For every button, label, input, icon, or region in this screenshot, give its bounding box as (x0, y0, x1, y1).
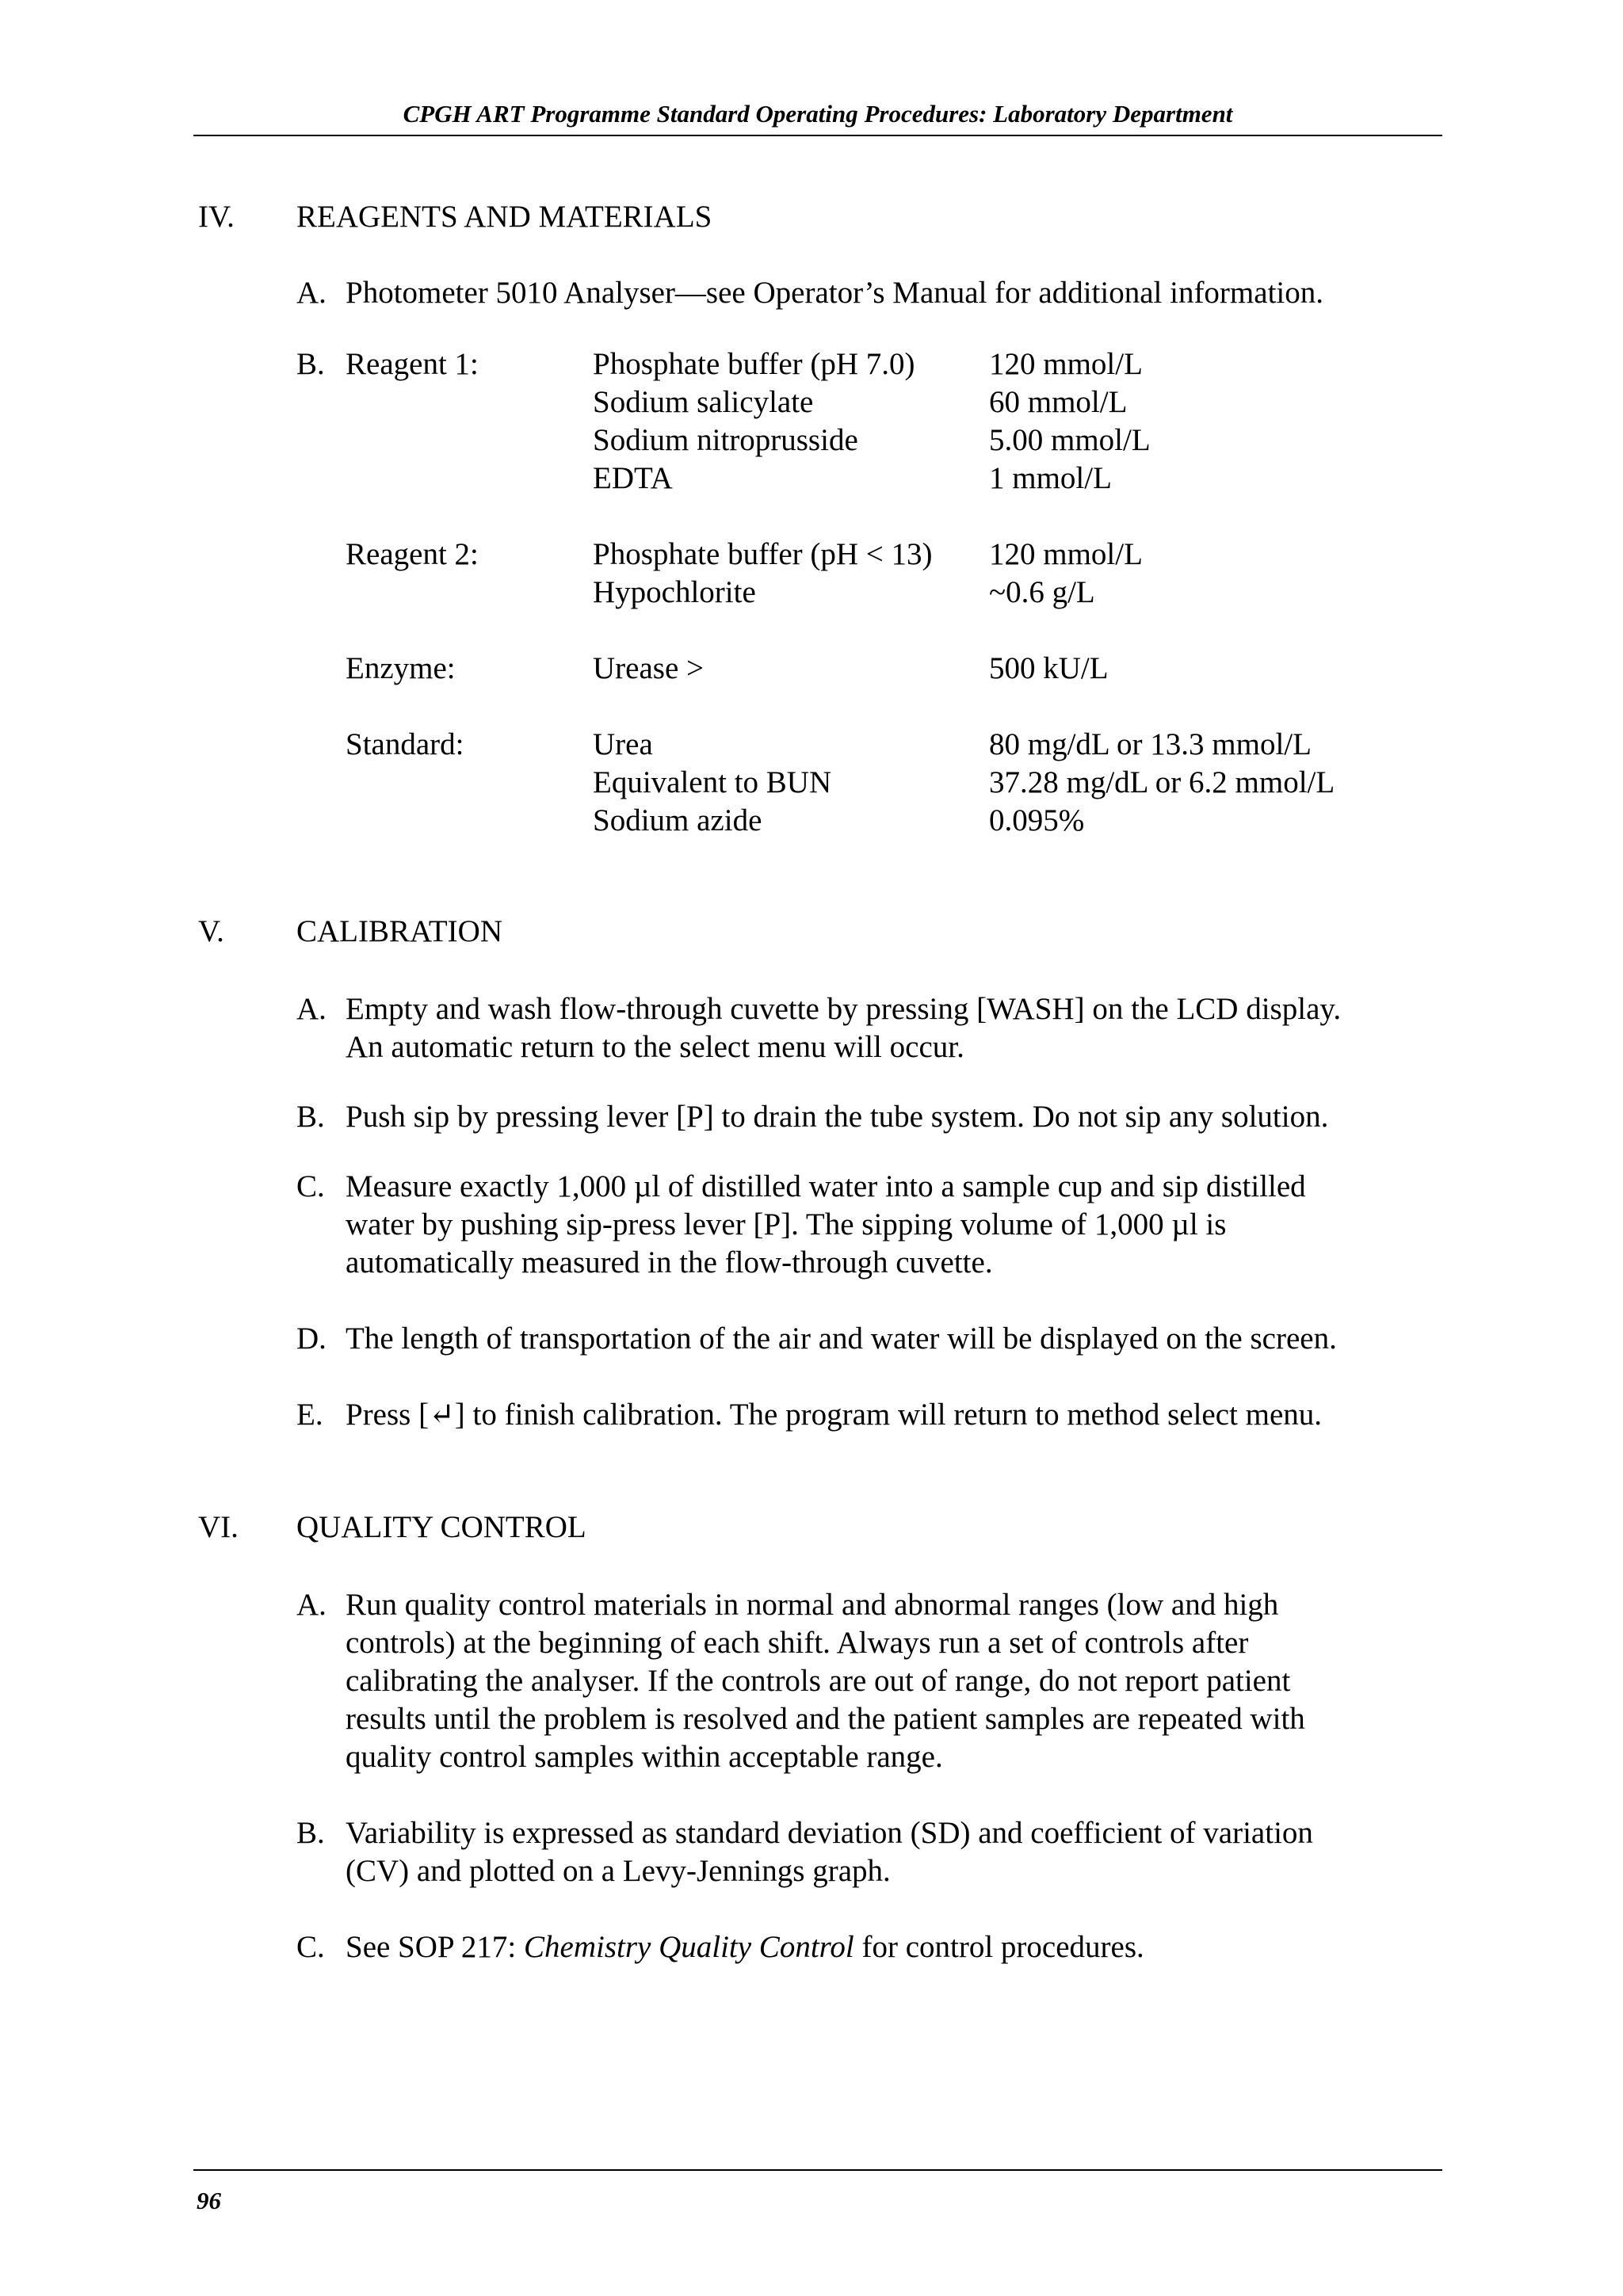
calibration-item-letter: E. (296, 1398, 323, 1432)
section-iv-title: REAGENTS AND MATERIALS (296, 200, 712, 234)
reagent-label: Reagent 1: (346, 347, 479, 381)
section-vi-title: QUALITY CONTROL (296, 1510, 586, 1544)
reagent-component: Hypochlorite (593, 575, 756, 609)
reagent-component: Sodium salicylate (593, 385, 814, 419)
section-iv-number: IV. (198, 200, 235, 234)
section-vi-number: VI. (198, 1510, 239, 1544)
reagent-concentration: 80 mg/dL or 13.3 mmol/L (989, 727, 1312, 761)
calibration-item-letter: D. (296, 1322, 327, 1356)
qc-item-c-after: for control procedures. (854, 1930, 1144, 1964)
reagent-concentration: 120 mmol/L (989, 537, 1143, 571)
section-iv-item-a-letter: A. (296, 276, 327, 310)
qc-item-line: results until the problem is resolved and the patient samples are repeated with (346, 1702, 1305, 1736)
qc-item-line: Variability is expressed as standard deviation (SD) and coefficient of variation (346, 1816, 1313, 1850)
calibration-item-line: An automatic return to the select menu will occur. (346, 1030, 964, 1064)
calibration-item-line: Empty and wash flow-through cuvette by pressing [WASH] on the LCD display. (346, 992, 1342, 1026)
qc-item-letter: A. (296, 1588, 327, 1622)
qc-item-line: Run quality control materials in normal and abnormal ranges (low and high (346, 1588, 1279, 1622)
reagent-component: EDTA (593, 461, 673, 495)
reagent-concentration: 0.095% (989, 803, 1085, 837)
page-number: 96 (197, 2187, 221, 2214)
footer-rule (193, 2169, 1442, 2171)
calibration-item-line: automatically measured in the flow-through cuvette. (346, 1245, 993, 1280)
qc-item-letter: C. (296, 1930, 325, 1964)
calibration-item-line: Press [↵] to finish calibration. The program will return to method select menu. (346, 1398, 1323, 1432)
section-iv-item-b-letter: B. (296, 347, 325, 381)
qc-item-line: quality control samples within acceptable range. (346, 1740, 943, 1774)
section-iv-item-a-text: Photometer 5010 Analyser—see Operator’s Manual for additional information. (346, 276, 1323, 310)
reagent-concentration: ~0.6 g/L (989, 575, 1095, 609)
reagent-concentration: 5.00 mmol/L (989, 423, 1151, 457)
qc-item-line: controls) at the beginning of each shift. Always run a set of controls after (346, 1626, 1249, 1660)
reagent-label: Enzyme: (346, 651, 456, 685)
qc-item-letter: B. (296, 1816, 325, 1850)
qc-item-c-before: See SOP 217: (346, 1930, 524, 1964)
reagent-concentration: 500 kU/L (989, 651, 1109, 685)
reagent-component: Urease > (593, 651, 705, 685)
calibration-item-line: Push sip by pressing lever [P] to drain the tube system. Do not sip any solution. (346, 1100, 1329, 1134)
qc-item-line: calibrating the analyser. If the controls are out of range, do not report patient (346, 1664, 1291, 1698)
calibration-item-letter: B. (296, 1100, 325, 1134)
reagent-component: Phosphate buffer (pH 7.0) (593, 347, 915, 381)
calibration-item-line: Measure exactly 1,000 µl of distilled water into a sample cup and sip distilled (346, 1169, 1306, 1203)
page-header: CPGH ART Programme Standard Operating Procedures: Laboratory Department (193, 93, 1442, 136)
reagent-label: Reagent 2: (346, 537, 479, 571)
reagent-label: Standard: (346, 727, 464, 761)
section-v-number: V. (198, 914, 224, 948)
calibration-item-letter: A. (296, 992, 327, 1026)
reagent-concentration: 37.28 mg/dL or 6.2 mmol/L (989, 765, 1335, 799)
reagent-concentration: 120 mmol/L (989, 347, 1143, 381)
calibration-item-letter: C. (296, 1169, 325, 1203)
qc-item-c-emphasis: Chemistry Quality Control (524, 1930, 854, 1964)
section-v-title: CALIBRATION (296, 914, 502, 948)
reagent-component: Sodium nitroprusside (593, 423, 858, 457)
reagent-component: Equivalent to BUN (593, 765, 832, 799)
reagent-concentration: 60 mmol/L (989, 385, 1128, 419)
qc-item-line: (CV) and plotted on a Levy-Jennings graph. (346, 1854, 891, 1888)
reagent-component: Urea (593, 727, 653, 761)
reagent-concentration: 1 mmol/L (989, 461, 1112, 495)
calibration-item-line: water by pushing sip-press lever [P]. The sipping volume of 1,000 µl is (346, 1207, 1227, 1241)
calibration-item-line: The length of transportation of the air and water will be displayed on the screen. (346, 1322, 1337, 1356)
reagent-component: Sodium azide (593, 803, 762, 837)
qc-item-c-text (346, 1928, 1144, 1966)
reagent-component: Phosphate buffer (pH < 13) (593, 537, 933, 571)
